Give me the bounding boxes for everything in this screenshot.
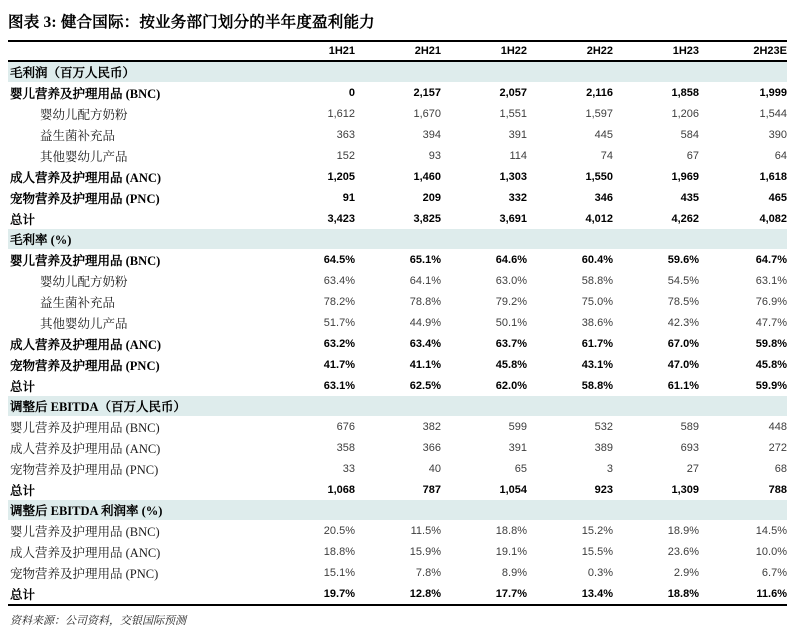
value-cell: 23.6%: [667, 545, 699, 558]
value-cell: 62.0%: [495, 379, 527, 392]
value-cell: 44.9%: [409, 316, 441, 329]
value-cell: 3,691: [499, 212, 527, 225]
value-cell: 390: [768, 128, 787, 141]
table-row: [8, 354, 787, 375]
value-cell: 64.6%: [495, 253, 527, 266]
value-cell: 599: [508, 420, 527, 433]
table-row: [8, 333, 787, 354]
value-cell: 58.8%: [581, 379, 613, 392]
row-label: 婴幼儿配方奶粉: [40, 274, 128, 289]
value-cell: 358: [336, 441, 355, 454]
value-cell: 1,551: [499, 107, 527, 120]
value-cell: 0: [348, 86, 355, 99]
value-cell: 64: [774, 149, 787, 162]
value-cell: 676: [336, 420, 355, 433]
value-cell: 15.2%: [581, 524, 613, 537]
row-label: 成人营养及护理用品 (ANC): [10, 170, 162, 185]
value-cell: 1,618: [759, 170, 787, 183]
value-cell: 391: [508, 441, 527, 454]
value-cell: 63.2%: [323, 337, 355, 350]
value-cell: 75.0%: [581, 295, 613, 308]
value-cell: 38.6%: [581, 316, 613, 329]
value-cell: 3,825: [413, 212, 441, 225]
value-cell: 1,670: [413, 107, 441, 120]
value-cell: 366: [422, 441, 441, 454]
table-row: [8, 520, 787, 541]
value-cell: 47.0%: [667, 358, 699, 371]
row-label: 成人营养及护理用品 (ANC): [10, 337, 162, 352]
value-cell: 3,423: [327, 212, 355, 225]
section-header-label: 毛利率 (%): [10, 233, 72, 247]
period-header-2h23e: 2H23E: [753, 45, 787, 57]
value-cell: 2.9%: [673, 566, 699, 579]
value-cell: 33: [342, 462, 355, 475]
row-label: 婴幼儿配方奶粉: [40, 107, 128, 122]
table-row: [8, 479, 787, 500]
table-row: [8, 458, 787, 479]
value-cell: 63.4%: [323, 274, 355, 287]
value-cell: 1,999: [759, 86, 787, 99]
row-label: 总计: [10, 483, 36, 498]
section-header-label: 调整后 EBITDA 利润率 (%): [10, 504, 163, 518]
table-row: [8, 541, 787, 562]
value-cell: 1,303: [499, 170, 527, 183]
value-cell: 382: [422, 420, 441, 433]
value-cell: 435: [680, 191, 699, 204]
period-header-1h23: 1H23: [672, 45, 699, 57]
table-row: [8, 437, 787, 458]
value-cell: 787: [422, 483, 441, 496]
table-row: [8, 562, 787, 583]
value-cell: 8.9%: [501, 566, 527, 579]
value-cell: 63.4%: [409, 337, 441, 350]
value-cell: 1,544: [759, 107, 787, 120]
table-row: [8, 249, 787, 270]
value-cell: 4,012: [585, 212, 613, 225]
section-header-row: [8, 62, 787, 82]
period-header-2h21: 2H21: [414, 45, 441, 57]
value-cell: 59.9%: [755, 379, 787, 392]
value-cell: 59.6%: [667, 253, 699, 266]
period-header-2h22: 2H22: [586, 45, 613, 57]
value-cell: 1,460: [413, 170, 441, 183]
period-header-1h21: 1H21: [328, 45, 355, 57]
value-cell: 19.1%: [495, 545, 527, 558]
value-cell: 1,206: [671, 107, 699, 120]
table-bottom-border: [8, 604, 787, 606]
value-cell: 63.0%: [495, 274, 527, 287]
section-header-label: 调整后 EBITDA（百万人民币）: [10, 400, 187, 414]
value-cell: 60.4%: [581, 253, 613, 266]
value-cell: 1,612: [327, 107, 355, 120]
value-cell: 1,068: [327, 483, 355, 496]
value-cell: 693: [680, 441, 699, 454]
value-cell: 18.8%: [667, 587, 699, 600]
value-cell: 58.8%: [581, 274, 613, 287]
value-cell: 78.5%: [667, 295, 699, 308]
table-row: [8, 187, 787, 208]
period-header-1h22: 1H22: [500, 45, 527, 57]
section-header-row: [8, 500, 787, 520]
row-label: 宠物营养及护理用品 (PNC): [10, 191, 160, 206]
source-note: 资料来源：公司资料，交银国际预测: [10, 615, 186, 627]
value-cell: 93: [428, 149, 441, 162]
value-cell: 152: [336, 149, 355, 162]
value-cell: 20.5%: [323, 524, 355, 537]
value-cell: 2,157: [413, 86, 441, 99]
value-cell: 40: [428, 462, 441, 475]
value-cell: 45.8%: [755, 358, 787, 371]
table-row: [8, 82, 787, 103]
row-label: 宠物营养及护理用品 (PNC): [10, 358, 160, 373]
table-row: [8, 145, 787, 166]
value-cell: 1,969: [671, 170, 699, 183]
value-cell: 41.7%: [323, 358, 355, 371]
figure-title: 图表 3: 健合国际：按业务部门划分的半年度盈利能力: [8, 14, 375, 31]
value-cell: 1,205: [327, 170, 355, 183]
row-label: 成人营养及护理用品 (ANC): [10, 441, 161, 456]
value-cell: 114: [509, 149, 527, 162]
value-cell: 15.1%: [323, 566, 355, 579]
value-cell: 10.0%: [755, 545, 787, 558]
value-cell: 47.7%: [755, 316, 787, 329]
value-cell: 43.1%: [581, 358, 613, 371]
table-row: [8, 103, 787, 124]
value-cell: 79.2%: [495, 295, 527, 308]
value-cell: 64.7%: [755, 253, 787, 266]
value-cell: 62.5%: [409, 379, 441, 392]
row-label: 总计: [10, 379, 36, 394]
value-cell: 465: [768, 191, 787, 204]
value-cell: 2,057: [499, 86, 527, 99]
value-cell: 6.7%: [761, 566, 787, 579]
row-label: 总计: [10, 587, 36, 602]
value-cell: 2,116: [586, 86, 613, 99]
value-cell: 91: [342, 191, 355, 204]
value-cell: 1,309: [671, 483, 699, 496]
value-cell: 346: [594, 191, 613, 204]
row-label: 婴儿营养及护理用品 (BNC): [10, 524, 160, 539]
row-label: 宠物营养及护理用品 (PNC): [10, 566, 159, 581]
profitability-table: [8, 40, 787, 606]
value-cell: 78.2%: [323, 295, 355, 308]
value-cell: 923: [594, 483, 613, 496]
value-cell: 11.5%: [410, 524, 441, 537]
value-cell: 445: [594, 128, 613, 141]
value-cell: 42.3%: [667, 316, 699, 329]
value-cell: 54.5%: [667, 274, 699, 287]
value-cell: 12.8%: [409, 587, 441, 600]
value-cell: 18.9%: [667, 524, 699, 537]
value-cell: 1,858: [671, 86, 699, 99]
value-cell: 63.7%: [495, 337, 527, 350]
value-cell: 589: [680, 420, 699, 433]
value-cell: 584: [680, 128, 699, 141]
value-cell: 61.7%: [581, 337, 613, 350]
value-cell: 363: [336, 128, 355, 141]
value-cell: 74: [600, 149, 613, 162]
value-cell: 11.6%: [756, 587, 787, 600]
value-cell: 1,597: [585, 107, 613, 120]
value-cell: 1,550: [585, 170, 613, 183]
value-cell: 394: [422, 128, 441, 141]
value-cell: 65: [514, 462, 527, 475]
value-cell: 788: [768, 483, 787, 496]
value-cell: 389: [594, 441, 613, 454]
value-cell: 51.7%: [323, 316, 355, 329]
value-cell: 65.1%: [409, 253, 441, 266]
value-cell: 63.1%: [323, 379, 355, 392]
value-cell: 18.8%: [495, 524, 527, 537]
row-label: 其他婴幼儿产品: [40, 149, 128, 164]
value-cell: 209: [422, 191, 441, 204]
value-cell: 4,262: [671, 212, 699, 225]
value-cell: 45.8%: [495, 358, 527, 371]
section-header-row: [8, 229, 787, 249]
value-cell: 17.7%: [495, 587, 527, 600]
value-cell: 61.1%: [667, 379, 699, 392]
row-label: 婴儿营养及护理用品 (BNC): [10, 253, 161, 268]
value-cell: 0.3%: [587, 566, 613, 579]
value-cell: 15.5%: [581, 545, 613, 558]
table-header-row: [8, 42, 787, 62]
row-label: 婴儿营养及护理用品 (BNC): [10, 420, 160, 435]
row-label: 益生菌补充品: [40, 128, 116, 143]
value-cell: 78.8%: [409, 295, 441, 308]
table-row: [8, 166, 787, 187]
value-cell: 63.1%: [755, 274, 787, 287]
value-cell: 448: [768, 420, 787, 433]
section-header-label: 毛利润（百万人民币）: [10, 66, 136, 80]
table-row: [8, 312, 787, 333]
value-cell: 7.8%: [415, 566, 441, 579]
value-cell: 4,082: [759, 212, 787, 225]
row-label: 宠物营养及护理用品 (PNC): [10, 462, 159, 477]
value-cell: 67: [686, 149, 699, 162]
table-row: [8, 416, 787, 437]
table-row: [8, 375, 787, 396]
row-label: 益生菌补充品: [40, 295, 116, 310]
value-cell: 13.4%: [581, 587, 613, 600]
row-label: 婴儿营养及护理用品 (BNC): [10, 86, 161, 101]
row-label: 成人营养及护理用品 (ANC): [10, 545, 161, 560]
value-cell: 332: [508, 191, 527, 204]
table-row: [8, 208, 787, 229]
value-cell: 67.0%: [667, 337, 699, 350]
value-cell: 50.1%: [495, 316, 527, 329]
value-cell: 68: [774, 462, 787, 475]
table-row: [8, 583, 787, 604]
value-cell: 64.1%: [409, 274, 441, 287]
section-header-row: [8, 396, 787, 416]
value-cell: 532: [594, 420, 613, 433]
row-label: 其他婴幼儿产品: [40, 316, 128, 331]
table-row: [8, 291, 787, 312]
value-cell: 19.7%: [323, 587, 355, 600]
table-row: [8, 124, 787, 145]
value-cell: 76.9%: [755, 295, 787, 308]
value-cell: 18.8%: [323, 545, 355, 558]
value-cell: 27: [686, 462, 699, 475]
value-cell: 14.5%: [755, 524, 787, 537]
value-cell: 59.8%: [755, 337, 787, 350]
value-cell: 391: [508, 128, 527, 141]
value-cell: 1,054: [499, 483, 527, 496]
table-row: [8, 270, 787, 291]
row-label: 总计: [10, 212, 36, 227]
value-cell: 3: [606, 462, 613, 475]
value-cell: 64.5%: [323, 253, 355, 266]
value-cell: 15.9%: [409, 545, 441, 558]
value-cell: 41.1%: [409, 358, 441, 371]
value-cell: 272: [768, 441, 787, 454]
